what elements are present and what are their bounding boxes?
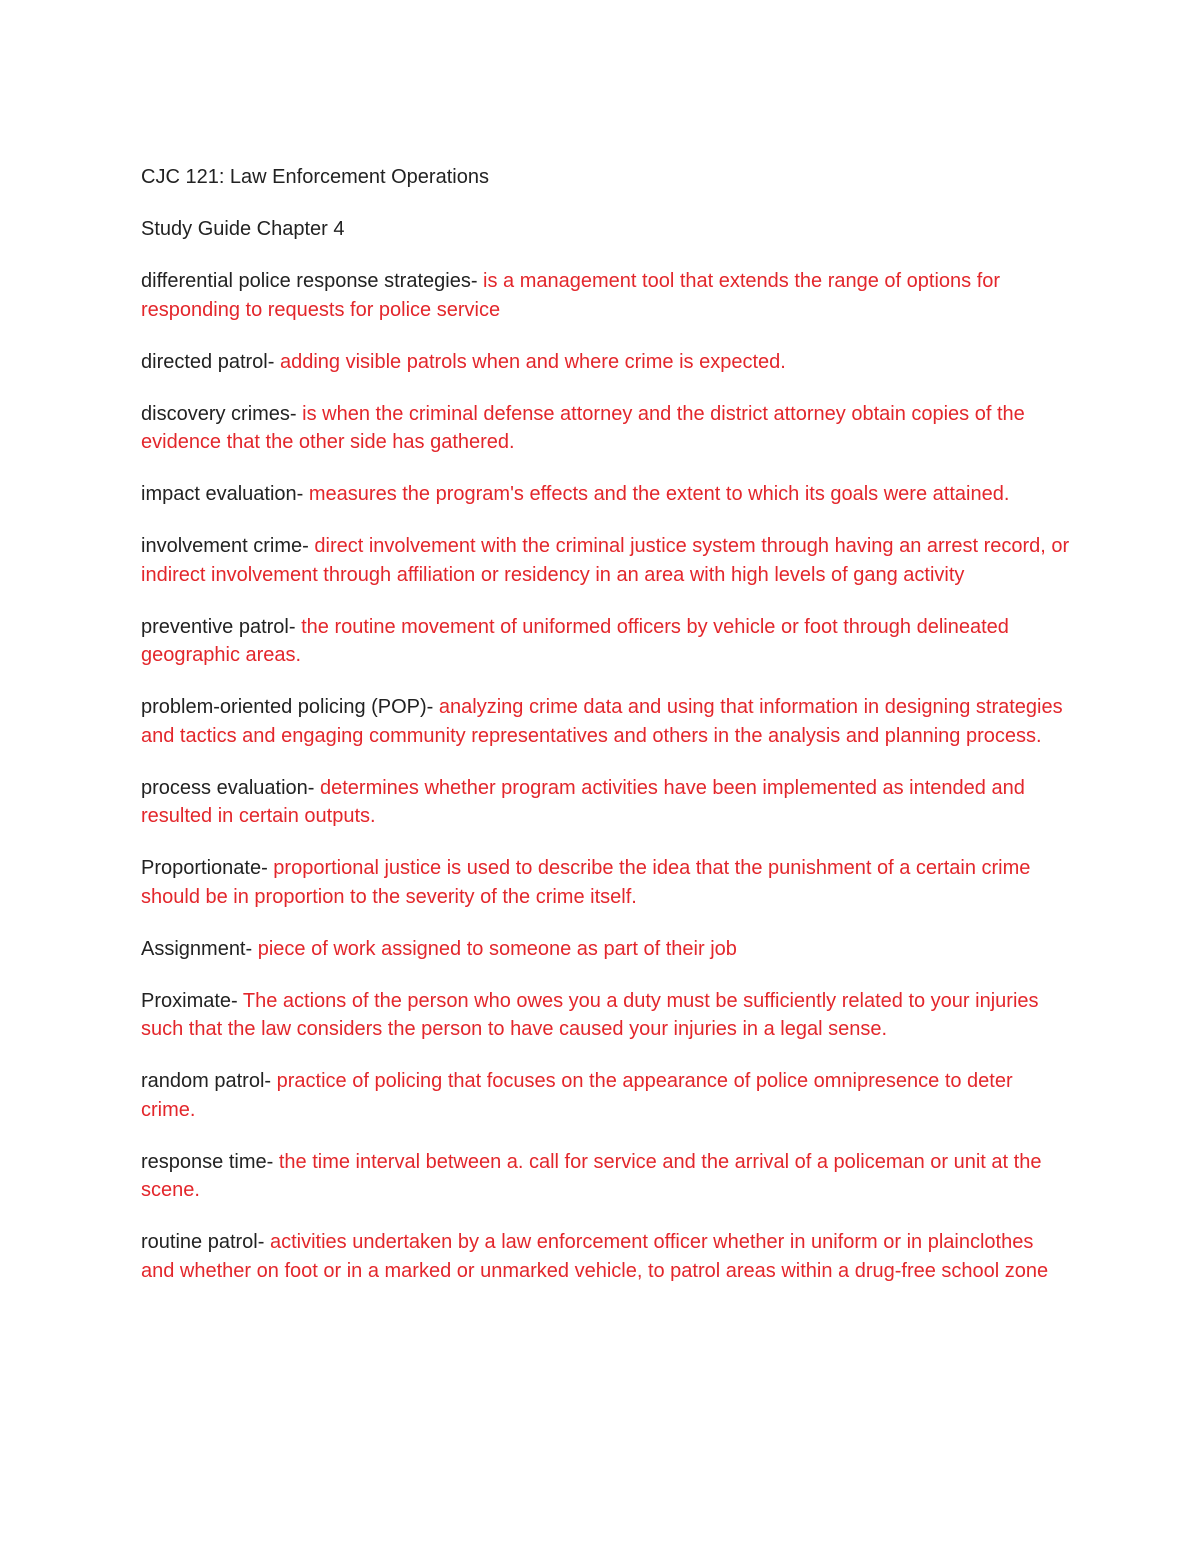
entry-definition: proportional justice is used to describe the idea that the punishment of a certain crime should be in proportion to the severity of the crime itself. xyxy=(141,857,1031,908)
entry-term: directed patrol- xyxy=(141,350,280,373)
glossary-entry xyxy=(141,1148,1071,1205)
glossary-entry xyxy=(141,613,1071,670)
entry-definition: piece of work assigned to someone as part of their job xyxy=(257,937,737,960)
entry-definition: direct involvement with the criminal justice system through having an arrest record, or indirect involvement through affiliation or residency in an area with high levels of gang activity xyxy=(141,535,1070,586)
entry-term: discovery crimes- xyxy=(141,402,303,425)
entry-term: problem-oriented policing (POP)- xyxy=(141,696,439,718)
entry-term: random patrol- xyxy=(141,1070,277,1092)
entry-definition: the time interval between a. call for service and the arrival of a policeman or unit at the scene. xyxy=(141,1150,1042,1201)
entry-definition: determines whether program activities have been implemented as intended and resulted in certain outputs. xyxy=(141,776,1025,827)
entry-term: impact evaluation- xyxy=(141,483,309,505)
document-title: CJC 121: Law Enforcement Operations xyxy=(141,166,489,188)
glossary-entry xyxy=(141,348,1071,377)
glossary-entry xyxy=(141,693,1071,750)
glossary-entry xyxy=(141,1067,1071,1124)
entry-definition: is when the criminal defense attorney and the district attorney obtain copies of the evidence that the other side has gathered. xyxy=(141,402,1025,453)
entry-definition: activities undertaken by a law enforcement officer whether in uniform or in plainclothes and whether on foot or in a marked or unmarked vehicle, to patrol areas within a drug-free school zone xyxy=(141,1231,1049,1282)
entry-definition: The actions of the person who owes you a duty must be sufficiently related to your injuries such that the law considers the person to have caused your injuries in a legal sense. xyxy=(141,989,1039,1040)
glossary-entry xyxy=(141,1228,1071,1285)
glossary-entry xyxy=(141,987,1071,1044)
entry-definition: measures the program's effects and the extent to which its goals were attained. xyxy=(308,483,1010,505)
entry-term: involvement crime- xyxy=(141,535,315,557)
document-body xyxy=(141,163,1071,1309)
entry-term: routine patrol- xyxy=(141,1231,270,1253)
entry-term: process evaluation- xyxy=(141,776,320,799)
entry-definition: analyzing crime data and using that information in designing strategies and tactics and engaging community representatives and others in the analysis and planning process. xyxy=(141,696,1063,747)
entry-term: Proportionate- xyxy=(141,857,274,879)
glossary-entry xyxy=(141,774,1071,831)
glossary-entry xyxy=(141,532,1071,589)
glossary-entry xyxy=(141,267,1071,324)
entry-definition: the routine movement of uniformed officers by vehicle or foot through delineated geographic areas. xyxy=(141,615,1009,666)
entry-term: differential police response strategies- xyxy=(141,270,484,292)
entry-definition: is a management tool that extends the range of options for responding to requests for police service xyxy=(141,270,1001,321)
glossary-entry xyxy=(141,400,1071,457)
entry-definition: practice of policing that focuses on the appearance of police omnipresence to deter crime. xyxy=(141,1070,1013,1121)
entry-term: Proximate- xyxy=(141,989,243,1012)
entry-term: preventive patrol- xyxy=(141,615,302,638)
document-subtitle: Study Guide Chapter 4 xyxy=(141,218,345,240)
entry-term: response time- xyxy=(141,1150,279,1173)
glossary-entry xyxy=(141,935,1071,964)
glossary-entry xyxy=(141,854,1071,911)
entry-term: Assignment- xyxy=(141,937,258,960)
entry-definition: adding visible patrols when and where crime is expected. xyxy=(279,350,786,373)
glossary-entry xyxy=(141,480,1071,509)
